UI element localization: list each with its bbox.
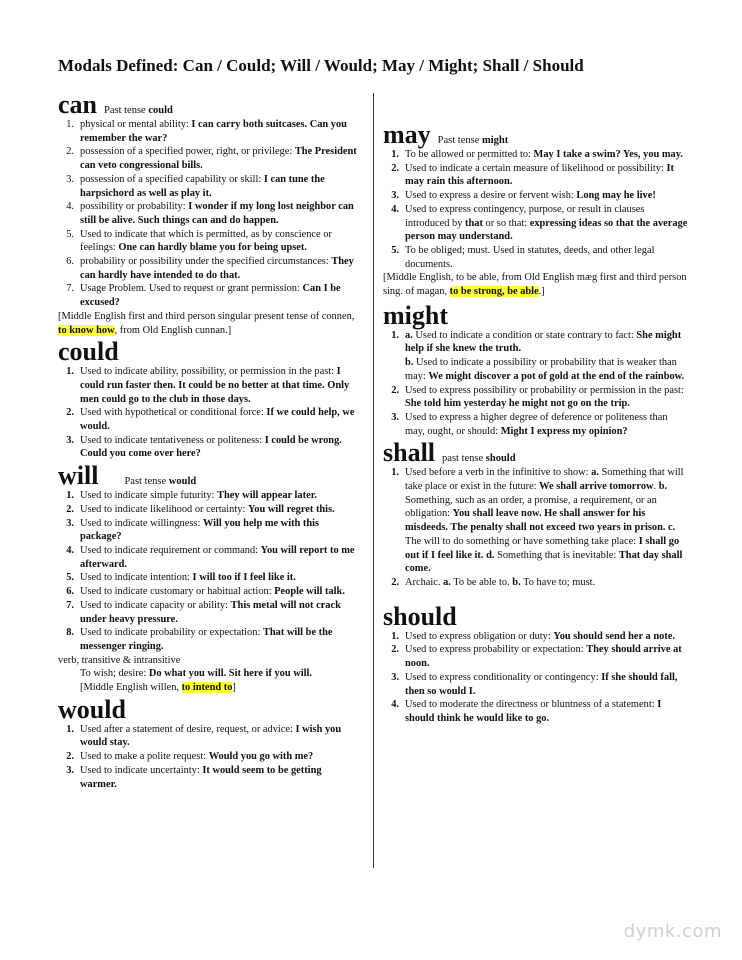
definition-number: 1.	[66, 119, 74, 130]
example-text: May I take a swim? Yes, you may.	[533, 149, 683, 160]
tense-label: Past tense	[104, 105, 146, 116]
desire-definition	[58, 667, 358, 681]
example-text: I will too if I feel like it.	[192, 572, 296, 584]
definition-text: Used to indicate likelihood or certainty:	[80, 503, 248, 515]
definition-text: Used to indicate that which is permitted, as by conscience or feelings:	[80, 228, 332, 254]
definition-text: Something that will take place or exist in the future:	[405, 467, 684, 493]
definition-number: 3.	[391, 671, 399, 683]
definition-text: Something that is inevitable:	[494, 549, 619, 561]
definition-text: Used with hypothetical or conditional force:	[80, 407, 267, 419]
etymology-text: [Middle English first and third person singular present tense of connen,	[58, 310, 355, 322]
definition-text: Archaic.	[405, 576, 444, 588]
definition-text: Used to indicate requirement or command:	[80, 544, 261, 556]
example-text: b.	[658, 481, 668, 493]
definition-number: 1.	[66, 490, 74, 502]
definition-list	[58, 118, 358, 310]
definition-item	[383, 698, 689, 725]
definition-item	[58, 118, 358, 145]
definition-number: 1.	[391, 467, 399, 479]
definition-number: 4.	[391, 203, 399, 215]
example-text: It may rain this afternoon.	[405, 162, 674, 188]
definition-item	[383, 244, 689, 271]
section-should	[383, 601, 689, 726]
example-text: I shall go out if I feel like it. d.	[405, 535, 680, 561]
definition-number: 1.	[391, 630, 399, 642]
example-text: Might I express my opinion?	[500, 425, 628, 437]
etymology-text: .]	[538, 286, 545, 298]
definition-item	[58, 723, 358, 750]
definition-text: Used to indicate uncertainty:	[80, 764, 203, 776]
definition-item	[58, 228, 358, 255]
definition-item	[58, 626, 358, 653]
definition-item	[58, 750, 358, 764]
definition-number: 6.	[66, 586, 74, 598]
example-text: You should send her a note.	[553, 630, 675, 642]
example-text: a.	[405, 329, 416, 341]
definition-item	[383, 203, 689, 244]
example-text: They should arrive at noon.	[405, 644, 682, 670]
entry-heading	[58, 92, 358, 118]
definition-number: 1.	[391, 149, 399, 160]
section-could	[58, 339, 358, 461]
definition-text: possession of a specified capability or skill:	[80, 173, 264, 185]
etymology-text: [Middle English willen,	[80, 682, 182, 694]
definition-text: Used to express possibility or probability or permission in the past:	[405, 384, 684, 396]
definition-number: 3.	[391, 411, 399, 423]
entry-word: can	[58, 90, 97, 119]
definition-text: Used to express a higher degree of deference or politeness than may, ought, or should:	[405, 411, 668, 437]
definition-item	[58, 282, 358, 309]
definition-text: physical or mental ability:	[80, 119, 192, 130]
example-text: We shall arrive tomorrow	[539, 481, 654, 493]
tense-word: could	[148, 105, 173, 116]
definition-text: Used to express contingency, purpose, or result in clauses introduced by	[405, 203, 645, 229]
section-might	[383, 300, 689, 439]
desire-example: Do what you will. Sit here if you will.	[148, 668, 313, 680]
definition-item	[383, 189, 689, 203]
example-text: We might discover a pot of gold at the end of the rainbow.	[428, 370, 685, 382]
desire-text: To wish; desire:	[80, 668, 149, 680]
definition-number: 3.	[66, 517, 74, 529]
definition-text: Used to indicate a certain measure of likelihood or possibility:	[405, 162, 667, 174]
definition-text: Used to indicate intention:	[80, 572, 193, 584]
example-text: Long may he live!	[576, 190, 656, 202]
highlighted-phrase: to intend to	[181, 682, 233, 694]
page-title: Modals Defined: Can / Could; Will / Would; May / Might; Shall / Should	[58, 56, 584, 75]
definition-text: possibility or probability:	[80, 201, 189, 213]
definition-text: or so that:	[482, 217, 530, 229]
example-text: Will you help me with this package?	[80, 517, 320, 543]
definition-text: To be obliged; must. Used in statutes, deeds, and other legal documents.	[405, 244, 655, 270]
definition-item	[58, 200, 358, 227]
definition-number: 5.	[66, 572, 74, 584]
example-text: That day shall come.	[405, 549, 683, 575]
definition-number: 5.	[391, 244, 399, 256]
entry-word: should	[383, 601, 457, 631]
past-tense-note	[104, 105, 173, 116]
definition-text: Used after a statement of desire, request, or advice:	[80, 723, 296, 735]
example-text: She told him yesterday he might not go on the trip.	[405, 398, 630, 410]
definition-text: possession of a specified power, right, or privilege:	[80, 146, 295, 158]
definition-number: 1.	[66, 366, 74, 378]
example-text: It would seem to be getting warmer.	[80, 764, 322, 790]
example-text: You shall leave now. He shall answer for his misdeeds. The penalty shall not exceed two years in prison. c.	[405, 508, 676, 534]
definition-item	[383, 643, 689, 670]
definition-number: 3.	[66, 434, 74, 446]
example-text: I could run faster then. It could be no better at that time. Only men could go to the club in those days.	[80, 366, 350, 405]
definition-text: To be able to.	[450, 576, 513, 588]
example-text: I can carry both suitcases. Can you remember the war?	[80, 119, 347, 144]
definition-item	[383, 162, 689, 189]
highlighted-phrase: to know how	[58, 324, 115, 336]
entry-heading	[383, 601, 689, 631]
section-will	[58, 463, 358, 695]
definition-text: Used to moderate the directness or bluntness of a statement:	[405, 699, 658, 711]
definition-item	[58, 517, 358, 544]
definition-text: Used to indicate simple futurity:	[80, 490, 218, 502]
definition-item	[58, 764, 358, 791]
definition-text: probability or possibility under the specified circumstances:	[80, 256, 332, 268]
definition-item	[58, 365, 358, 406]
definition-number: 4.	[66, 544, 74, 556]
definition-text: Used to indicate a possibility or probability that is weaker than may:	[405, 357, 677, 382]
past-tense-note	[438, 135, 509, 146]
entry-word: shall	[383, 438, 436, 468]
example-text: a.	[443, 576, 451, 588]
definition-list	[58, 723, 358, 792]
definition-text: .	[653, 481, 659, 493]
example-text: b.	[405, 357, 416, 369]
definition-list	[383, 630, 689, 726]
definition-number: 1.	[66, 723, 74, 735]
definition-text: The will to do something or have something take place:	[405, 535, 639, 547]
definition-item	[58, 255, 358, 282]
section-would	[58, 694, 358, 792]
definition-item	[383, 329, 689, 384]
example-text: b.	[512, 576, 521, 588]
definition-item	[58, 173, 358, 200]
example-text: I wonder if my long lost neighbor can still be alive. Such things can and do happen.	[80, 201, 354, 226]
tense-label: Past tense	[124, 476, 167, 488]
section-may	[383, 122, 689, 299]
example-text: If she should fall, then so would I.	[405, 671, 678, 697]
definition-text: Something, such as an order, a promise, a requirement, or an obligation:	[405, 494, 657, 520]
example-text: You will report to me afterward.	[80, 544, 355, 570]
definition-item	[58, 585, 358, 599]
definition-item	[58, 489, 358, 503]
example-text: People will talk.	[274, 586, 345, 598]
entry-heading	[58, 694, 358, 724]
definition-text: Used to express probability or expectation:	[405, 644, 587, 656]
entry-heading	[383, 122, 689, 148]
definition-item	[383, 466, 689, 576]
example-text: The President can veto congressional bills.	[80, 146, 357, 172]
definition-number: 7.	[66, 283, 74, 295]
example-text: Would you go with me?	[208, 751, 314, 763]
definition-number: 4.	[391, 699, 399, 711]
definition-text: Used to express a desire or fervent wish:	[405, 190, 577, 202]
definition-item	[383, 148, 689, 162]
entry-heading	[383, 440, 689, 466]
etymology-text: , from Old English cunnan.]	[114, 324, 232, 336]
etymology	[383, 271, 689, 298]
definition-list	[58, 489, 358, 653]
tense-label: past tense	[442, 453, 484, 465]
definition-item	[383, 411, 689, 438]
definition-number: 1.	[391, 329, 399, 341]
column-divider	[373, 93, 374, 868]
highlighted-phrase: to be strong, be able	[449, 286, 539, 298]
example-text: Can I be excused?	[80, 283, 341, 309]
entry-heading	[58, 339, 358, 365]
etymology	[58, 310, 358, 337]
tense-word: would	[168, 476, 197, 488]
definition-text: Used before a verb in the infinitive to show:	[405, 467, 592, 479]
definition-list	[58, 365, 358, 461]
example-text: I can tune the harpsichord as well as play it.	[80, 173, 325, 199]
definition-text: Used to indicate a condition or state contrary to fact:	[415, 329, 637, 341]
example-text: You will regret this.	[247, 503, 335, 515]
definition-number: 2.	[391, 576, 399, 588]
etymology-text: ]	[232, 682, 236, 694]
definition-list	[383, 148, 689, 271]
past-tense-note	[442, 453, 516, 464]
definition-number: 3.	[66, 764, 74, 776]
example-text: They will appear later.	[217, 490, 317, 502]
example-text: a.	[591, 467, 599, 479]
entry-word: would	[58, 694, 126, 724]
entry-word: may	[383, 120, 431, 149]
definition-item	[58, 503, 358, 517]
entry-word: will	[58, 461, 99, 491]
definition-text: Used to express obligation or duty:	[405, 630, 554, 642]
definition-item	[58, 544, 358, 571]
definition-text: Used to indicate probability or expectation:	[80, 627, 263, 639]
past-tense-note	[124, 476, 196, 487]
definition-number: 2.	[391, 644, 399, 656]
definition-text: Used to indicate ability, possibility, or permission in the past:	[80, 366, 337, 378]
section-shall	[383, 440, 689, 589]
tense-word: should	[485, 453, 516, 465]
definition-item	[58, 406, 358, 433]
definition-number: 3.	[391, 190, 399, 202]
tense-label: Past tense	[437, 135, 480, 146]
definition-item	[383, 384, 689, 411]
definition-item	[58, 145, 358, 172]
verb-usage: verb, transitive & intransitive	[58, 654, 181, 666]
example-text: If we could help, we would.	[80, 407, 355, 433]
definition-item	[58, 599, 358, 626]
definition-text: Used to express conditionality or contingency:	[405, 671, 602, 683]
definition-number: 3.	[66, 173, 74, 185]
definition-number: 4.	[66, 201, 74, 213]
example-text: This metal will not crack under heavy pressure.	[80, 599, 341, 625]
definition-number: 2.	[66, 751, 74, 763]
example-text: expressing ideas so that the average person may understand.	[405, 217, 688, 243]
definition-text: Used to indicate capacity or ability:	[80, 599, 231, 611]
definition-number: 6.	[66, 256, 74, 268]
left-column	[58, 92, 358, 791]
example-text: I could be wrong. Could you come over here?	[80, 434, 342, 460]
definition-item	[383, 576, 689, 590]
entry-heading	[383, 300, 689, 330]
definition-text: To be allowed or permitted to:	[405, 149, 534, 160]
example-text: I should think he would like to go.	[405, 699, 662, 724]
example-text: That will be the messenger ringing.	[80, 627, 333, 652]
definition-number: 2.	[66, 146, 74, 158]
definition-item	[58, 571, 358, 585]
etymology-text: [Middle English, to be able, from Old English mæg first and third person sing. of magan,	[383, 272, 687, 298]
tense-word: might	[482, 135, 509, 146]
definition-list	[383, 329, 689, 439]
watermark: dymk.com	[623, 921, 722, 942]
definition-number: 2.	[391, 384, 399, 396]
example-text: I wish you would stay.	[80, 723, 342, 749]
definition-number: 2.	[66, 503, 74, 515]
definition-number: 2.	[391, 162, 399, 174]
definition-item	[58, 434, 358, 461]
definition-number: 8.	[66, 627, 74, 639]
definition-text: Used to make a polite request:	[80, 751, 209, 763]
definition-item	[383, 671, 689, 698]
definition-number: 5.	[66, 228, 74, 240]
entry-heading	[58, 463, 358, 489]
entry-word: could	[58, 337, 119, 367]
entry-word: might	[383, 300, 448, 330]
definition-text: Used to indicate customary or habitual action:	[80, 586, 275, 598]
right-column	[383, 122, 689, 726]
definition-text: To have to; must.	[520, 576, 596, 588]
definition-number: 7.	[66, 599, 74, 611]
example-text: She might help if she knew the truth.	[405, 329, 682, 355]
definition-number: 2.	[66, 407, 74, 419]
section-can	[58, 92, 358, 337]
example-text: One can hardly blame you for being upset.	[118, 242, 307, 254]
definition-item	[383, 630, 689, 644]
example-text: that	[465, 217, 483, 229]
definition-text: Used to indicate willingness:	[80, 517, 203, 529]
definition-list	[383, 466, 689, 589]
example-text: They can hardly have intended to do that.	[80, 256, 354, 281]
definition-text: Used to indicate tentativeness or politeness:	[80, 434, 265, 446]
definition-text: Usage Problem. Used to request or grant permission:	[80, 283, 303, 295]
etymology	[58, 681, 358, 695]
